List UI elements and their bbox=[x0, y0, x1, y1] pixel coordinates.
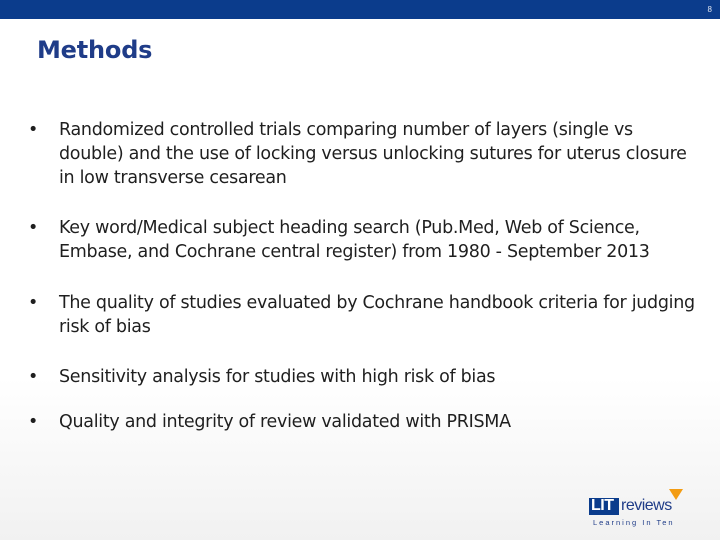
litreviews-logo bbox=[589, 488, 689, 530]
logo-reviews-text: reviews bbox=[621, 497, 672, 514]
bullet-item bbox=[28, 410, 698, 434]
logo-lit-text: LIT bbox=[591, 497, 614, 514]
bullet-text: Randomized controlled trials comparing number of layers (single vs double) and the use of locking versus unlocking sutures for uterus closure in low transverse cesarean bbox=[59, 120, 687, 188]
bullet-dot: • bbox=[28, 367, 39, 387]
bullet-dot: • bbox=[28, 293, 39, 313]
bullet-text: Sensitivity analysis for studies with high risk of bias bbox=[59, 367, 496, 387]
bullet-text: Quality and integrity of review validated with PRISMA bbox=[59, 412, 511, 432]
page-number: 8 bbox=[707, 5, 712, 14]
bullet-text: The quality of studies evaluated by Cochrane handbook criteria for judging risk of bias bbox=[59, 293, 695, 337]
bullet-list bbox=[28, 118, 698, 434]
logo-tagline: Learning In Ten bbox=[593, 518, 675, 527]
logo-triangle-icon bbox=[669, 489, 683, 500]
bullet-item bbox=[28, 216, 698, 264]
bullet-dot: • bbox=[28, 412, 39, 432]
bullet-item bbox=[28, 365, 698, 389]
bullet-item bbox=[28, 291, 698, 339]
bullet-item bbox=[28, 118, 698, 190]
bullet-text: Key word/Medical subject heading search (Pub.Med, Web of Science, Embase, and Cochrane central register) from 1980 - September 2013 bbox=[59, 218, 650, 262]
top-bar bbox=[0, 0, 720, 19]
bullet-dot: • bbox=[28, 218, 39, 238]
bullet-dot: • bbox=[28, 120, 39, 140]
slide-title: Methods bbox=[37, 36, 153, 64]
